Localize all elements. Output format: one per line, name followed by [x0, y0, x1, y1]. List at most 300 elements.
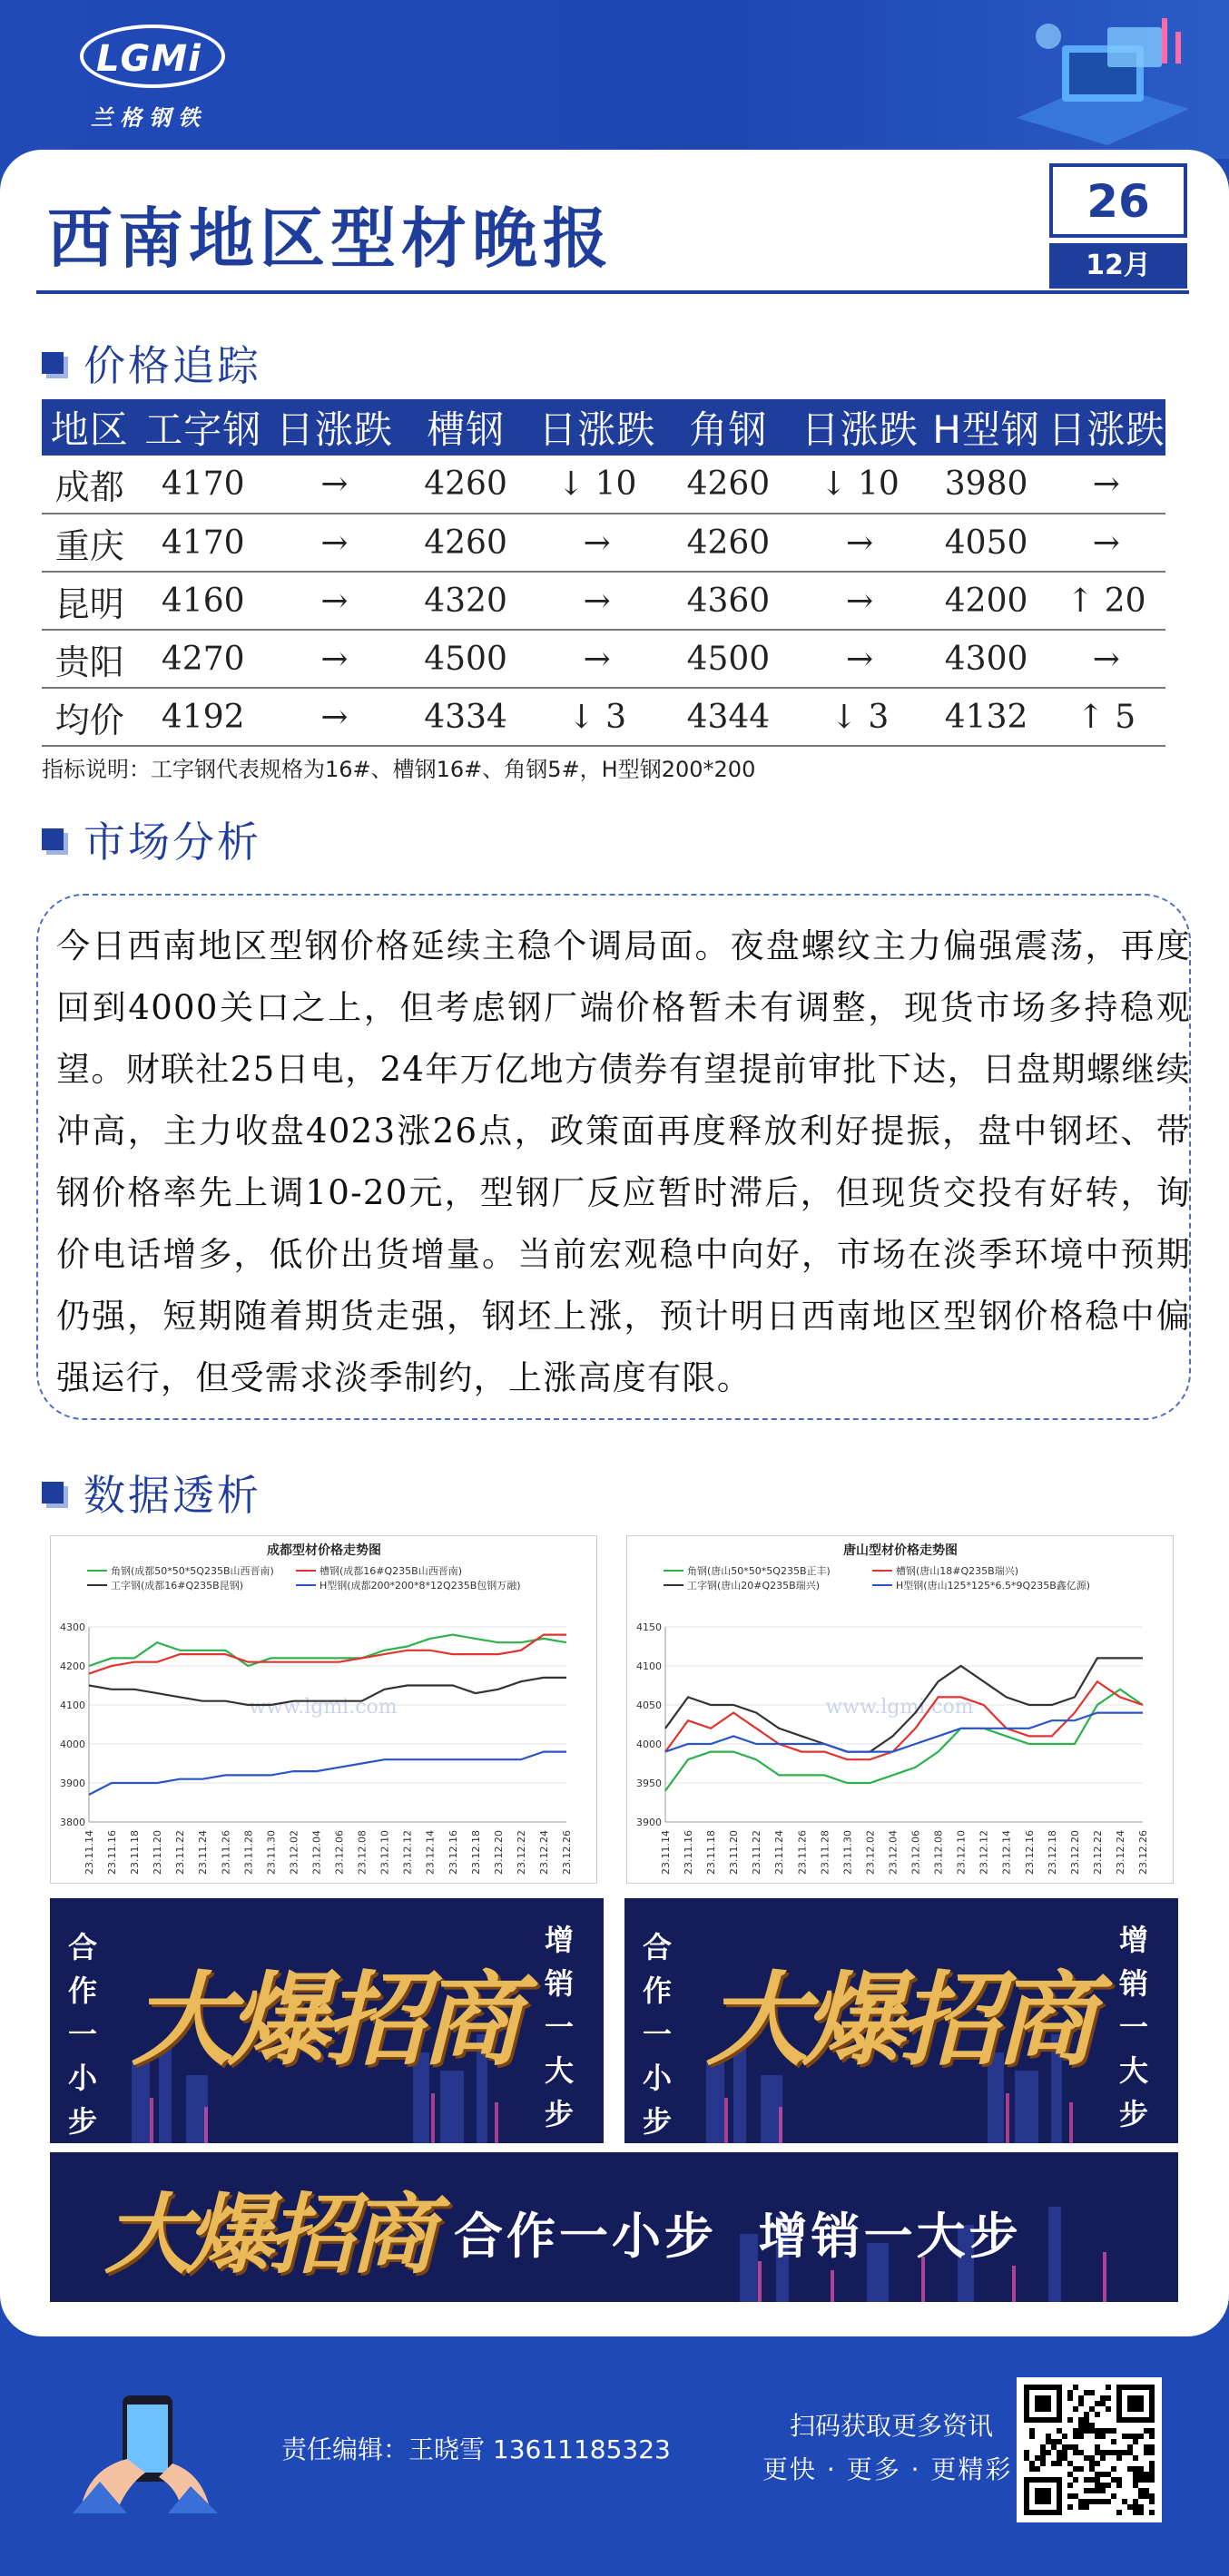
- col-header: 角钢: [663, 399, 794, 455]
- section-data-heading: [42, 1465, 261, 1520]
- price-cell: 4260: [663, 514, 794, 572]
- qr-module: [1095, 2461, 1100, 2466]
- price-cell: 4200: [925, 572, 1047, 630]
- qr-module: [1084, 2504, 1089, 2510]
- price-cell: 4160: [137, 572, 269, 630]
- qr-module: [1067, 2472, 1073, 2477]
- x-tick-label: 23.12.18: [469, 1830, 482, 1875]
- qr-module: [1095, 2444, 1100, 2450]
- qr-module: [1133, 2504, 1138, 2510]
- qr-module: [1149, 2472, 1155, 2477]
- y-tick-label: 4200: [60, 1660, 85, 1672]
- x-tick-label: 23.12.10: [955, 1830, 968, 1875]
- chart-chengdu-svg: [51, 1536, 598, 1885]
- ad-banner-wide[interactable]: [50, 2152, 1178, 2302]
- banner-right-slogan: 增销一大步: [545, 1923, 575, 2131]
- date-badge: [1049, 163, 1187, 290]
- banner-big-title: 大爆招商: [132, 1961, 516, 2080]
- legend-label: H型钢(唐山125*125*6.5*9Q235B鑫亿源): [896, 1580, 1091, 1592]
- price-cell: 4260: [400, 514, 532, 572]
- col-header: 日涨跌: [794, 399, 926, 455]
- qr-module: [1095, 2401, 1100, 2406]
- qr-code-pattern: [1024, 2385, 1155, 2515]
- region-cell: 成都: [42, 455, 137, 514]
- change-cell: ↓ 10: [794, 455, 926, 514]
- qr-module: [1100, 2488, 1106, 2493]
- chart-tangshan: [626, 1535, 1174, 1884]
- qr-module: [1138, 2504, 1144, 2510]
- qr-module: [1067, 2483, 1073, 2488]
- qr-module: [1089, 2428, 1095, 2434]
- legend-label: 槽钢(成都16#Q235B山西晋南): [320, 1565, 462, 1577]
- ad-banner-left[interactable]: [50, 1898, 604, 2143]
- legend-label: 角钢(成都50*50*5Q235B山西晋南): [111, 1565, 274, 1577]
- table-row: [42, 630, 1165, 688]
- qr-module: [1100, 2455, 1106, 2461]
- qr-code[interactable]: [1017, 2377, 1162, 2522]
- y-tick-label: 3950: [636, 1778, 662, 1789]
- qr-module: [1138, 2488, 1144, 2493]
- region-cell: 昆明: [42, 572, 137, 630]
- qr-module: [1133, 2439, 1138, 2444]
- x-tick-label: 23.12.26: [1137, 1830, 1149, 1875]
- qr-module: [1084, 2455, 1089, 2461]
- qr-module: [1095, 2450, 1100, 2455]
- change-cell: →: [531, 630, 663, 688]
- x-tick-label: 23.12.22: [1091, 1830, 1104, 1875]
- table-row: [42, 455, 1165, 514]
- qr-module: [1106, 2499, 1111, 2504]
- qr-module: [1122, 2450, 1127, 2455]
- qr-module: [1024, 2455, 1029, 2461]
- qr-module: [1106, 2395, 1111, 2401]
- qr-module: [1078, 2423, 1084, 2428]
- x-tick-label: 23.12.08: [932, 1830, 945, 1875]
- qr-module: [1149, 2461, 1155, 2466]
- region-cell: 贵阳: [42, 630, 137, 688]
- qr-module: [1046, 2450, 1051, 2455]
- qr-module: [1067, 2444, 1073, 2450]
- qr-module: [1100, 2450, 1106, 2455]
- qr-module: [1073, 2444, 1078, 2450]
- qr-module: [1116, 2477, 1122, 2483]
- x-tick-label: 23.11.26: [220, 1830, 232, 1875]
- qr-module: [1089, 2406, 1095, 2412]
- qr-module: [1051, 2444, 1057, 2450]
- qr-module: [1144, 2472, 1149, 2477]
- change-cell: →: [1047, 455, 1165, 514]
- legend-label: 槽钢(唐山18#Q235B瑞兴): [896, 1565, 1018, 1577]
- section-analysis-title: 市场分析: [84, 818, 261, 867]
- x-tick-label: 23.12.08: [356, 1830, 369, 1875]
- x-tick-label: 23.12.22: [515, 1830, 527, 1875]
- x-tick-label: 23.12.12: [978, 1830, 990, 1875]
- qr-module: [1144, 2450, 1149, 2455]
- x-tick-label: 23.12.02: [864, 1830, 877, 1875]
- change-cell: →: [269, 630, 400, 688]
- qr-module: [1057, 2461, 1062, 2466]
- y-tick-label: 3900: [636, 1817, 662, 1828]
- banner-right-slogan: 增销一大步: [1119, 1923, 1149, 2131]
- qr-module: [1073, 2466, 1078, 2472]
- qr-module: [1122, 2499, 1127, 2504]
- ad-banner-right[interactable]: [624, 1898, 1178, 2143]
- x-tick-label: 23.11.22: [751, 1830, 763, 1875]
- x-tick-label: 23.11.24: [197, 1830, 210, 1875]
- change-cell: →: [794, 630, 926, 688]
- change-cell: →: [269, 572, 400, 630]
- qr-module: [1089, 2461, 1095, 2466]
- qr-module: [1100, 2428, 1106, 2434]
- x-tick-label: 23.11.22: [174, 1830, 187, 1875]
- qr-module: [1149, 2466, 1155, 2472]
- region-cell: 重庆: [42, 514, 137, 572]
- x-tick-label: 23.12.20: [1068, 1830, 1081, 1875]
- col-header: H型钢: [925, 399, 1047, 455]
- title-divider: [36, 290, 1189, 294]
- price-cell: 4334: [400, 688, 532, 746]
- qr-module: [1078, 2504, 1084, 2510]
- indicator-note: 指标说明：工字钢代表规格为16#、槽钢16#、角钢5#，H型钢200*200: [42, 757, 756, 782]
- footer-scan-text: 扫码获取更多资讯: [790, 2411, 994, 2441]
- qr-module: [1133, 2499, 1138, 2504]
- col-header: 日涨跌: [531, 399, 663, 455]
- qr-module: [1084, 2499, 1089, 2504]
- qr-module: [1138, 2493, 1144, 2499]
- change-cell: →: [269, 514, 400, 572]
- qr-module: [1100, 2472, 1106, 2477]
- section-square-icon: [42, 828, 64, 850]
- legend-label: 角钢(唐山50*50*5Q235B正丰): [687, 1565, 831, 1577]
- qr-module: [1073, 2406, 1078, 2412]
- change-cell: →: [1047, 630, 1165, 688]
- qr-module: [1057, 2439, 1062, 2444]
- qr-module: [1073, 2493, 1078, 2499]
- y-tick-label: 3900: [60, 1778, 85, 1789]
- qr-module: [1111, 2493, 1116, 2499]
- x-tick-label: 23.12.24: [538, 1830, 550, 1875]
- series-line-2: [89, 1678, 566, 1705]
- qr-module: [1144, 2488, 1149, 2493]
- table-row: [42, 572, 1165, 630]
- qr-module: [1095, 2434, 1100, 2439]
- y-tick-label: 3800: [60, 1817, 85, 1828]
- table-row: [42, 514, 1165, 572]
- qr-module: [1111, 2477, 1116, 2483]
- date-day: 26: [1049, 163, 1187, 238]
- qr-module: [1106, 2483, 1111, 2488]
- section-square-icon: [42, 352, 64, 374]
- x-tick-label: 23.11.14: [660, 1830, 672, 1875]
- qr-module: [1062, 2444, 1067, 2450]
- qr-module: [1116, 2510, 1122, 2515]
- legend-label: 工字钢(成都16#Q235B昆钢): [111, 1580, 243, 1592]
- change-cell: →: [531, 572, 663, 630]
- qr-module: [1144, 2444, 1149, 2450]
- series-line-3: [89, 1752, 566, 1795]
- qr-module: [1133, 2455, 1138, 2461]
- change-cell: →: [1047, 514, 1165, 572]
- x-tick-label: 23.11.20: [152, 1830, 164, 1875]
- qr-module: [1062, 2455, 1067, 2461]
- qr-module: [1078, 2395, 1084, 2401]
- date-month: 12月: [1049, 243, 1187, 289]
- col-header: 日涨跌: [269, 399, 400, 455]
- qr-module: [1073, 2450, 1078, 2455]
- x-tick-label: 23.12.16: [1023, 1830, 1036, 1875]
- qr-module: [1149, 2450, 1155, 2455]
- x-tick-label: 23.12.16: [447, 1830, 459, 1875]
- x-tick-label: 23.12.24: [1115, 1830, 1126, 1875]
- qr-module: [1144, 2477, 1149, 2483]
- x-tick-label: 23.12.06: [333, 1830, 346, 1875]
- watermark-text: www.lgmi.com: [249, 1696, 398, 1719]
- y-tick-label: 4100: [636, 1660, 662, 1672]
- x-tick-label: 23.11.28: [242, 1830, 255, 1875]
- qr-module: [1084, 2488, 1089, 2493]
- qr-module: [1138, 2477, 1144, 2483]
- qr-finder: [1127, 2395, 1144, 2412]
- x-tick-label: 23.11.24: [773, 1830, 786, 1875]
- qr-module: [1089, 2488, 1095, 2493]
- qr-module: [1149, 2510, 1155, 2515]
- qr-module: [1133, 2434, 1138, 2439]
- qr-module: [1067, 2395, 1073, 2401]
- price-cell: 4170: [137, 455, 269, 514]
- qr-module: [1133, 2483, 1138, 2488]
- qr-module: [1127, 2444, 1133, 2450]
- qr-module: [1029, 2466, 1035, 2472]
- section-price-heading: [42, 336, 261, 390]
- qr-module: [1149, 2493, 1155, 2499]
- qr-module: [1106, 2428, 1111, 2434]
- table-row: [42, 688, 1165, 746]
- footer-tagline: 更快 · 更多 · 更精彩: [762, 2454, 1013, 2484]
- qr-module: [1133, 2466, 1138, 2472]
- price-cell: 4270: [137, 630, 269, 688]
- qr-module: [1133, 2510, 1138, 2515]
- x-tick-label: 23.11.18: [705, 1830, 718, 1875]
- x-tick-label: 23.11.30: [265, 1830, 278, 1875]
- change-cell: ↓ 10: [531, 455, 663, 514]
- qr-module: [1078, 2428, 1084, 2434]
- price-cell: 4170: [137, 514, 269, 572]
- qr-module: [1084, 2428, 1089, 2434]
- qr-module: [1089, 2423, 1095, 2428]
- tech-illustration-icon: [998, 9, 1207, 145]
- price-cell: 4500: [663, 630, 794, 688]
- y-tick-label: 4000: [60, 1739, 85, 1750]
- qr-module: [1111, 2439, 1116, 2444]
- section-price-title: 价格追踪: [84, 341, 261, 390]
- x-tick-label: 23.12.12: [401, 1830, 414, 1875]
- qr-module: [1051, 2461, 1057, 2466]
- y-tick-label: 4000: [636, 1739, 662, 1750]
- col-header: 地区: [42, 399, 137, 455]
- x-tick-label: 23.12.14: [424, 1830, 437, 1875]
- qr-module: [1078, 2417, 1084, 2423]
- y-tick-label: 4100: [60, 1699, 85, 1711]
- qr-module: [1149, 2444, 1155, 2450]
- price-cell: 4192: [137, 688, 269, 746]
- region-cell: 均价: [42, 688, 137, 746]
- qr-module: [1111, 2450, 1116, 2455]
- banner-left-slogan: 合作一小步: [68, 1930, 98, 2139]
- qr-module: [1122, 2434, 1127, 2439]
- banner-big-title: 大爆招商: [706, 1961, 1091, 2080]
- qr-module: [1067, 2417, 1073, 2423]
- banner-big-title: 大爆招商: [104, 2183, 431, 2286]
- price-cell: 4500: [400, 630, 532, 688]
- qr-module: [1078, 2450, 1084, 2455]
- qr-module: [1116, 2450, 1122, 2455]
- qr-module: [1133, 2477, 1138, 2483]
- qr-module: [1138, 2472, 1144, 2477]
- x-tick-label: 23.11.14: [84, 1830, 95, 1875]
- qr-module: [1078, 2466, 1084, 2472]
- x-tick-label: 23.11.20: [728, 1830, 741, 1875]
- watermark-text: www.lgmi.com: [825, 1696, 974, 1719]
- qr-module: [1057, 2450, 1062, 2455]
- section-square-icon: [42, 1482, 64, 1503]
- change-cell: ↓ 3: [531, 688, 663, 746]
- qr-module: [1089, 2499, 1095, 2504]
- price-cell: 4344: [663, 688, 794, 746]
- price-cell: 3980: [925, 455, 1047, 514]
- qr-module: [1067, 2493, 1073, 2499]
- qr-module: [1067, 2390, 1073, 2395]
- qr-module: [1062, 2450, 1067, 2455]
- qr-module: [1095, 2488, 1100, 2493]
- price-cell: 4320: [400, 572, 532, 630]
- x-tick-label: 23.11.16: [683, 1830, 694, 1875]
- col-header: 槽钢: [400, 399, 532, 455]
- page-title: 西南地区型材晚报: [47, 200, 614, 277]
- phone-hand-icon: [73, 2386, 218, 2513]
- chart-title: 唐山型材价格走势图: [843, 1543, 958, 1558]
- change-cell: ↑ 5: [1047, 688, 1165, 746]
- price-cell: 4260: [400, 455, 532, 514]
- y-tick-label: 4300: [60, 1621, 85, 1633]
- legend-label: H型钢(成都200*200*8*12Q235B包钢万融): [320, 1580, 521, 1592]
- qr-module: [1106, 2385, 1111, 2390]
- qr-module: [1078, 2499, 1084, 2504]
- price-cell: 4300: [925, 630, 1047, 688]
- banner-wide-slogan: 合作一小步 增销一大步: [454, 2208, 1022, 2265]
- qr-module: [1073, 2385, 1078, 2390]
- chart-tangshan-svg: [627, 1536, 1175, 1885]
- qr-module: [1149, 2477, 1155, 2483]
- x-tick-label: 23.12.18: [1046, 1830, 1058, 1875]
- analysis-text: 今日西南地区型钢价格延续主稳个调局面。夜盘螺纹主力偏强震荡，再度回到4000关口之上，但考虑钢厂端价格暂未有调整，现货市场多持稳观望。财联社25日电，24年万亿地方债券有望提前审批下达，日盘期螺继续冲高，主力收盘4023涨26点，政策面再度释放利好提振，盘中钢坯、带钢价格率先上调10-20元，型钢厂反应暂时滞后，但现货交投有好转，询价电话增多，低价出货增量。当前宏观稳中向好，市场在淡季环境中预期仍强，短期随着期货走强，钢坯上涨，预计明日西南地区型钢价格稳中偏强运行，但受需求淡季制约，上涨高度有限。: [56, 926, 1191, 1397]
- qr-module: [1138, 2466, 1144, 2472]
- qr-module: [1073, 2477, 1078, 2483]
- qr-module: [1149, 2428, 1155, 2434]
- qr-module: [1095, 2472, 1100, 2477]
- qr-module: [1040, 2450, 1046, 2455]
- qr-module: [1106, 2450, 1111, 2455]
- qr-module: [1089, 2466, 1095, 2472]
- qr-module: [1024, 2450, 1029, 2455]
- qr-module: [1067, 2461, 1073, 2466]
- chart-title: 成都型材价格走势图: [267, 1543, 381, 1558]
- qr-module: [1095, 2483, 1100, 2488]
- qr-module: [1078, 2434, 1084, 2439]
- qr-module: [1127, 2466, 1133, 2472]
- x-tick-label: 23.11.30: [841, 1830, 854, 1875]
- qr-module: [1035, 2455, 1040, 2461]
- qr-module: [1089, 2477, 1095, 2483]
- col-header: 日涨跌: [1047, 399, 1165, 455]
- qr-module: [1084, 2417, 1089, 2423]
- logo-subtitle: 兰格钢铁: [91, 104, 207, 131]
- qr-module: [1106, 2472, 1111, 2477]
- x-tick-label: 23.12.04: [887, 1830, 900, 1875]
- qr-module: [1133, 2472, 1138, 2477]
- logo-text: LGMi: [96, 38, 202, 80]
- qr-module: [1095, 2499, 1100, 2504]
- qr-module: [1100, 2434, 1106, 2439]
- x-tick-label: 23.12.20: [492, 1830, 505, 1875]
- chart-chengdu: [50, 1535, 597, 1884]
- x-tick-label: 23.11.28: [819, 1830, 831, 1875]
- qr-module: [1127, 2434, 1133, 2439]
- qr-module: [1040, 2455, 1046, 2461]
- change-cell: ↑ 20: [1047, 572, 1165, 630]
- qr-module: [1057, 2455, 1062, 2461]
- qr-module: [1040, 2444, 1046, 2450]
- qr-module: [1116, 2483, 1122, 2488]
- qr-module: [1138, 2434, 1144, 2439]
- change-cell: ↓ 3: [794, 688, 926, 746]
- change-cell: →: [794, 514, 926, 572]
- brand-logo: [80, 20, 230, 129]
- price-table-header: [42, 399, 1165, 455]
- qr-module: [1078, 2401, 1084, 2406]
- price-cell: 4360: [663, 572, 794, 630]
- qr-module: [1067, 2504, 1073, 2510]
- qr-module: [1149, 2499, 1155, 2504]
- qr-module: [1106, 2406, 1111, 2412]
- qr-module: [1073, 2434, 1078, 2439]
- qr-module: [1084, 2477, 1089, 2483]
- qr-module: [1089, 2455, 1095, 2461]
- section-analysis-heading: [42, 812, 261, 867]
- series-line-3: [665, 1713, 1143, 1752]
- qr-module: [1111, 2428, 1116, 2434]
- qr-module: [1095, 2412, 1100, 2417]
- qr-module: [1095, 2477, 1100, 2483]
- qr-module: [1084, 2390, 1089, 2395]
- qr-module: [1111, 2466, 1116, 2472]
- qr-module: [1046, 2434, 1051, 2439]
- change-cell: →: [531, 514, 663, 572]
- x-tick-label: 23.11.16: [106, 1830, 118, 1875]
- series-line-1: [89, 1635, 566, 1674]
- qr-module: [1029, 2428, 1035, 2434]
- col-header: 工字钢: [137, 399, 269, 455]
- analysis-box: [36, 894, 1191, 1420]
- qr-module: [1144, 2428, 1149, 2434]
- change-cell: →: [269, 688, 400, 746]
- qr-module: [1084, 2412, 1089, 2417]
- y-tick-label: 4150: [636, 1621, 662, 1633]
- change-cell: →: [794, 572, 926, 630]
- price-cell: 4260: [663, 455, 794, 514]
- price-table: [42, 399, 1165, 747]
- section-data-title: 数据透析: [84, 1471, 261, 1520]
- legend-label: 工字钢(唐山20#Q235B瑞兴): [687, 1580, 820, 1592]
